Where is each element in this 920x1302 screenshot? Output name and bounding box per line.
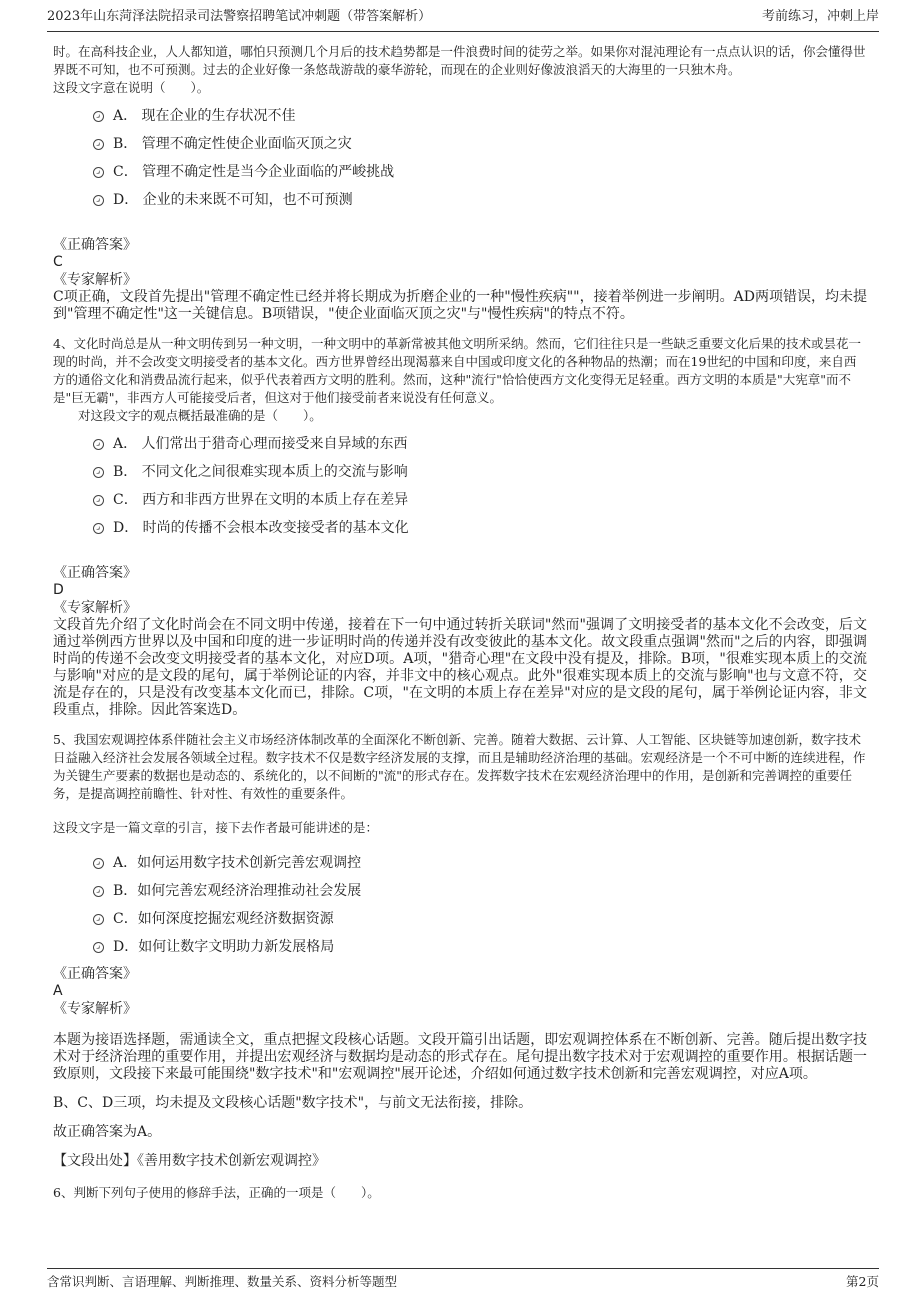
page-content xyxy=(53,43,867,1202)
q4-passage: 4、文化时尚总是从一种文明传到另一种文明，一种文明中的革新常被其他文明所采纳。然而，它们往往只是一些缺乏重要文化后果的技术或昙花一现的时尚，并不会改变文明接受者的基本文化。西方世界曾经出现渴慕来自中国或印度文化的各种物品的热潮；而在19世纪的中国和印度，来自西方的通俗文化和消费品流行起来，似乎代表着西方文明的胜利。然而，这种"流行"恰恰使西方文化变得无足轻重。西方文明的本质是"大宪章"而不是"巨无霸"，非西方人可能接受后者，但这对于他们接受前者来说没有任何意义。 xyxy=(53,336,861,405)
q4-options xyxy=(53,430,867,542)
page-footer xyxy=(47,1268,879,1295)
q5-answer: A xyxy=(53,983,63,999)
radio-icon[interactable] xyxy=(93,886,104,897)
q3-option-a[interactable] xyxy=(53,102,867,130)
q3-option-b[interactable] xyxy=(53,130,867,158)
q5-source: 【文段出处】《善用数字技术创新宏观调控》 xyxy=(53,1153,326,1169)
q3-answer: C xyxy=(53,254,63,270)
header-slogan: 考前练习，冲刺上岸 xyxy=(761,9,879,24)
q6-question: 6、判断下列句子使用的修辞手法，正确的一项是（ ）。 xyxy=(53,1185,380,1200)
document-title: 2023年山东菏泽法院招录司法警察招聘笔试冲刺题（带答案解析） xyxy=(47,9,432,24)
q3-options xyxy=(53,102,867,214)
radio-icon[interactable] xyxy=(93,167,104,178)
option-label: C． 西方和非西方世界在文明的本质上存在差异 xyxy=(113,492,409,508)
option-label: D．如何让数字文明助力新发展格局 xyxy=(113,939,335,955)
q4-analysis: 文段首先介绍了文化时尚会在不同文明中传递，接着在下一句中通过转折关联词"然而"强调了文明接受者的基本文化不会改变，后文通过举例西方世界以及中国和印度的进一步证明时尚的传递并没有改变彼此的基本文化。故文段重点强调"然而"之后的内容，即强调时尚的传递不会改变文明接受者的基本文化，对应D项。A项，"猎奇心理"在文段中没有提及，排除。B项，"很难实现本质上的交流与影响"对应的是文段的尾句，属于举例论证的内容，并非文中的核心观点。此外"很难实现本质上的交流与影响"也与文意不符，交流是存在的，只是没有改变基本文化而已，排除。C项，"在文明的本质上存在差异"对应的是文段的尾句，属于举例论证内容，非文段重点，排除。因此答案选D。 xyxy=(53,617,867,718)
q5-option-c[interactable] xyxy=(53,905,867,933)
radio-icon[interactable] xyxy=(93,523,104,534)
q5-option-d[interactable] xyxy=(53,933,867,961)
radio-icon[interactable] xyxy=(93,439,104,450)
radio-icon[interactable] xyxy=(93,111,104,122)
q5-analysis-paragraph-3: 故正确答案为A。 xyxy=(53,1124,162,1140)
option-label: C． 管理不确定性是当今企业面临的严峻挑战 xyxy=(113,164,395,180)
q5-analysis-label: 《专家解析》 xyxy=(53,1001,137,1017)
option-label: A．如何运用数字技术创新完善宏观调控 xyxy=(113,855,362,871)
q5-analysis-paragraph-2: B、C、D三项，均未提及文段核心话题"数字技术"，与前文无法衔接，排除。 xyxy=(53,1095,533,1111)
q4-option-c[interactable] xyxy=(53,486,867,514)
radio-icon[interactable] xyxy=(93,914,104,925)
q3-analysis-label: 《专家解析》 xyxy=(53,272,137,288)
footer-subjects: 含常识判断、言语理解、判断推理、数量关系、资料分析等题型 xyxy=(47,1274,398,1289)
option-label: B． 管理不确定性使企业面临灭顶之灾 xyxy=(113,136,352,152)
radio-icon[interactable] xyxy=(93,467,104,478)
radio-icon[interactable] xyxy=(93,942,104,953)
q5-option-a[interactable] xyxy=(53,849,867,877)
option-label: D． 时尚的传播不会根本改变接受者的基本文化 xyxy=(113,520,409,536)
q5-passage: 5、我国宏观调控体系伴随社会主义市场经济体制改革的全面深化不断创新、完善。随着大数据、云计算、人工智能、区块链等加速创新，数字技术日益融入经济社会发展各领域全过程。数字技术不仅是数字经济发展的支撑，而且是辅助经济治理的基础。宏观经济是一个不可中断的连续进程，作为关键生产要素的数据也是动态的、系统化的，以不间断的"流"的形式存在。发挥数字技术在宏观经济治理中的作用，是创新和完善调控的重要任务，是提高调控前瞻性、针对性、有效性的重要条件。 xyxy=(53,732,866,801)
radio-icon[interactable] xyxy=(93,195,104,206)
option-label: A． 现在企业的生存状况不佳 xyxy=(113,108,296,124)
q3-analysis: C项正确，文段首先提出"管理不确定性已经并将长期成为折磨企业的一种"慢性疾病""，接着举例进一步阐明。AD两项错误，均未提到"管理不确定性"这一关键信息。B项错误，"使企业面临灭顶之灾"与"慢性疾病"的特点不符。 xyxy=(53,289,867,322)
q5-options xyxy=(53,849,867,961)
q3-passage: 时。在高科技企业，人人都知道，哪怕只预测几个月后的技术趋势都是一件浪费时间的徒劳之举。如果你对混沌理论有一点点认识的话，你会懂得世界既不可知，也不可预测。过去的企业好像一条悠哉游哉的豪华游轮，而现在的企业则好像波浪滔天的大海里的一只独木舟。 xyxy=(53,44,866,77)
option-label: A． 人们常出于猎奇心理而接受来自异域的东西 xyxy=(113,436,408,452)
q5-answer-label: 《正确答案》 xyxy=(53,966,137,982)
q4-option-d[interactable] xyxy=(53,514,867,542)
q3-option-d[interactable] xyxy=(53,186,867,214)
q4-analysis-label: 《专家解析》 xyxy=(53,600,137,616)
q4-answer-label: 《正确答案》 xyxy=(53,565,137,581)
q3-answer-label: 《正确答案》 xyxy=(53,237,137,253)
option-label: B．如何完善宏观经济治理推动社会发展 xyxy=(113,883,362,899)
q5-option-b[interactable] xyxy=(53,877,867,905)
q4-option-a[interactable] xyxy=(53,430,867,458)
radio-icon[interactable] xyxy=(93,495,104,506)
q3-question: 这段文字意在说明（ ）。 xyxy=(53,80,210,95)
q4-answer: D xyxy=(53,582,64,598)
page-number: 第2页 xyxy=(846,1274,879,1289)
q4-option-b[interactable] xyxy=(53,458,867,486)
option-label: D． 企业的未来既不可知，也不可预测 xyxy=(113,192,353,208)
option-label: B． 不同文化之间很难实现本质上的交流与影响 xyxy=(113,464,408,480)
radio-icon[interactable] xyxy=(93,858,104,869)
radio-icon[interactable] xyxy=(93,139,104,150)
q3-option-c[interactable] xyxy=(53,158,867,186)
q5-question: 这段文字是一篇文章的引言，接下去作者最可能讲述的是： xyxy=(53,820,379,835)
page-header xyxy=(47,0,879,32)
option-label: C．如何深度挖掘宏观经济数据资源 xyxy=(113,911,334,927)
q4-question: 对这段文字的观点概括最准确的是（ ）。 xyxy=(78,408,322,423)
q5-analysis-paragraph-1: 本题为接语选择题，需通读全文，重点把握文段核心话题。文段开篇引出话题，即宏观调控体系在不断创新、完善。随后提出数字技术对于经济治理的重要作用，并提出宏观经济与数据均是动态的形式存在。尾句提出数字技术对于宏观调控的重要作用。根据话题一致原则，文段接下来最可能围绕"数字技术"和"宏观调控"展开论述，介绍如何通过数字技术创新和完善宏观调控，对应A项。 xyxy=(53,1032,867,1082)
